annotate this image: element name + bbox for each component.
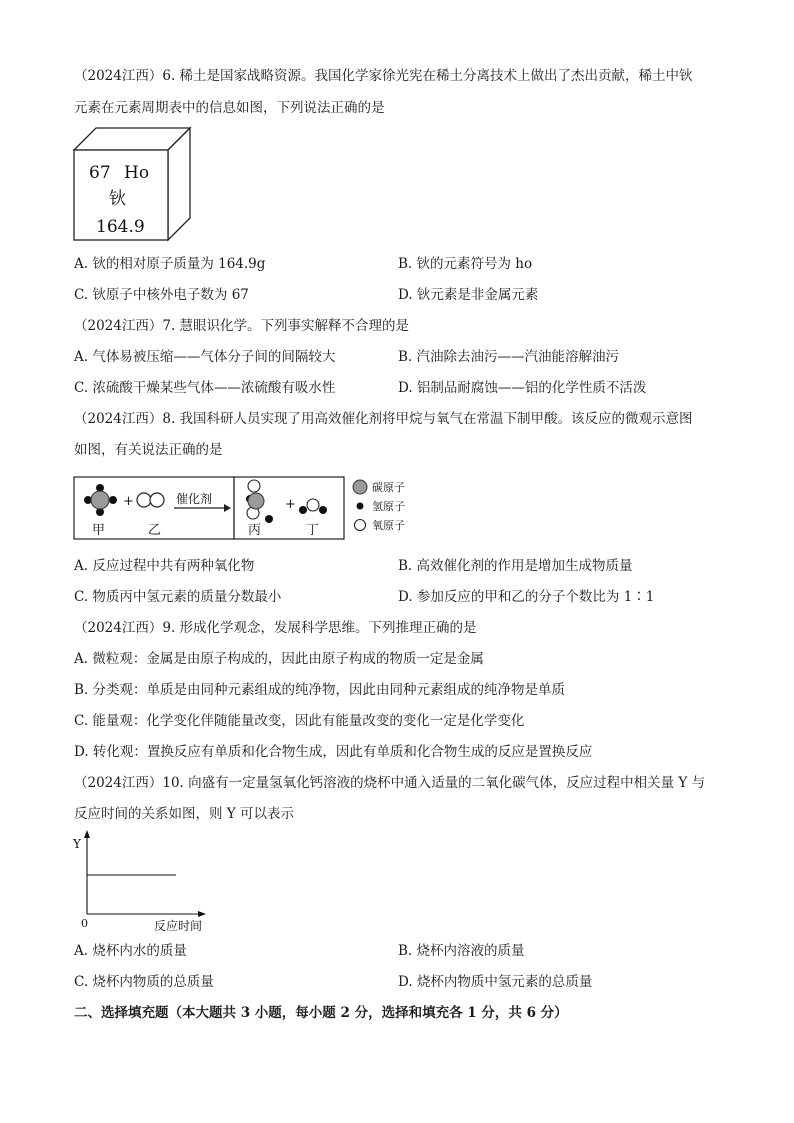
q10-stem-line2: 反应时间的关系如图，则 Y 可以表示 [74,806,294,822]
legend-oxygen-label: 氧原子 [372,519,405,532]
label-ding: 丁 [306,523,320,538]
q6-option-d: D. 钬元素是非金属元素 [398,287,539,303]
reaction-diagram [70,472,420,542]
q7-stem: （2024江西）7. 慧眼识化学。下列事实解释不合理的是 [74,318,410,334]
q9-stem: （2024江西）9. 形成化学观念，发展科学思维。下列推理正确的是 [74,620,477,636]
label-bing: 丙 [248,523,262,538]
q6-stem-line1: （2024江西）6. 稀土是国家战略资源。我国化学家徐光宪在稀土分离技术上做出了杰出贡献，稀土中钬 [74,68,693,84]
y-vs-time-graph [70,828,220,936]
element-name: 钬 [109,189,126,209]
plus-sign-2: + [285,497,296,512]
q10-option-a: A. 烧杯内水的质量 [74,943,187,959]
origin-label: 0 [81,917,88,930]
section-2-heading: 二、选择填充题（本大题共 3 小题，每小题 2 分，选择和填充各 1 分，共 6 分） [74,1005,568,1021]
q8-option-d: D. 参加反应的甲和乙的分子个数比为 1∶1 [398,589,655,605]
legend-carbon-icon [353,480,367,494]
q10-option-c: C. 烧杯内物质的总质量 [74,974,214,990]
q9-option-c: C. 能量观：化学变化伴随能量改变，因此有能量改变的变化一定是化学变化 [74,713,525,729]
q9-option-d: D. 转化观：置换反应有单质和化合物生成，因此有单质和化合物生成的反应是置换反应 [74,744,593,760]
label-yi: 乙 [148,523,162,538]
q7-option-b: B. 汽油除去油污——汽油能溶解油污 [398,349,620,365]
legend-carbon-label: 碳原子 [372,481,405,494]
q6-option-a: A. 钬的相对原子质量为 164.9g [74,256,266,272]
element-atomic-number: 67 [89,163,111,183]
q6-option-b: B. 钬的元素符号为 ho [398,256,533,272]
plus-sign-1: + [123,494,134,509]
q10-stem-line1: （2024江西）10. 向盛有一定量氢氧化钙溶液的烧杯中通入适量的二氧化碳气体，反应过程中相关量 Y 与 [74,775,706,791]
q8-option-a: A. 反应过程中共有两种氧化物 [74,558,255,574]
element-mass: 164.9 [96,217,145,237]
q9-option-b: B. 分类观：单质是由同种元素组成的纯净物，因此由同种元素组成的纯净物是单质 [74,682,566,698]
q9-option-a: A. 微粒观：金属是由原子构成的，因此由原子构成的物质一定是金属 [74,651,484,667]
q8-option-c: C. 物质丙中氢元素的质量分数最小 [74,589,282,605]
q6-stem-line2: 元素在元素周期表中的信息如图，下列说法正确的是 [74,100,385,116]
y-axis-label: Y [73,837,81,851]
q8-stem-line2: 如图，有关说法正确的是 [74,442,223,458]
q7-option-c: C. 浓硫酸干燥某些气体——浓硫酸有吸水性 [74,380,336,396]
legend-hydrogen-icon [357,503,364,510]
q10-option-b: B. 烧杯内溶液的质量 [398,943,525,959]
q8-stem-line1: （2024江西）8. 我国科研人员实现了用高效催化剂将甲烷与氧气在常温下制甲酸。该反应的微观示意图 [74,411,693,427]
element-cell-figure [72,126,194,244]
q8-option-b: B. 高效催化剂的作用是增加生成物质量 [398,558,633,574]
legend-oxygen-icon [355,520,366,531]
element-symbol: Ho [124,163,150,183]
x-axis-label: 反应时间 [154,919,203,933]
catalyst-label: 催化剂 [176,492,213,506]
q7-option-a: A. 气体易被压缩——气体分子间的间隔较大 [74,349,336,365]
q10-option-d: D. 烧杯内物质中氢元素的总质量 [398,974,593,990]
label-jia: 甲 [92,523,106,538]
q6-option-c: C. 钬原子中核外电子数为 67 [74,287,249,303]
legend-hydrogen-label: 氢原子 [372,500,405,513]
q7-option-d: D. 铝制品耐腐蚀——铝的化学性质不活泼 [398,380,647,396]
